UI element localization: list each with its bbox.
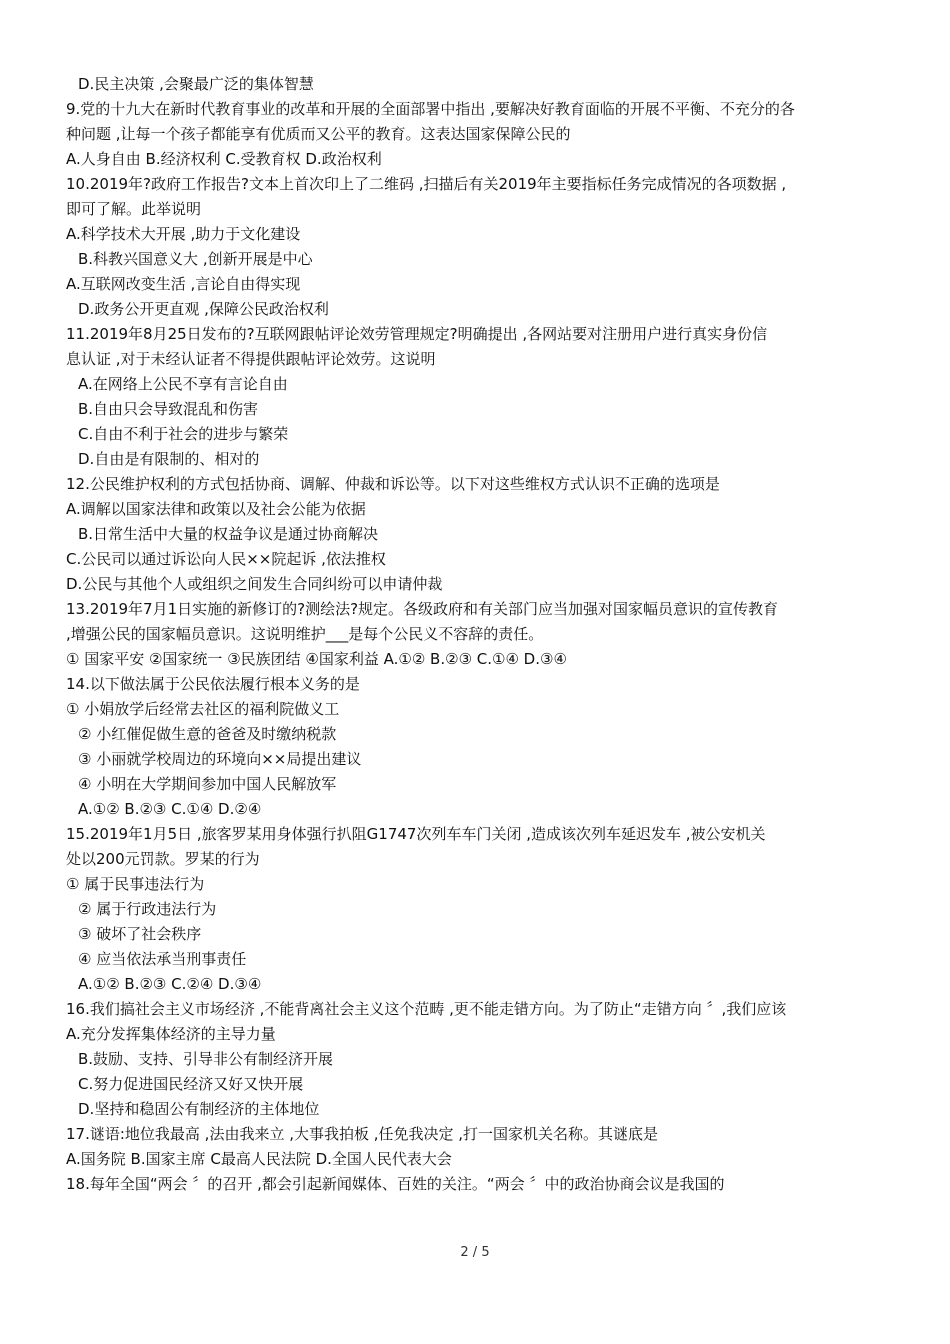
text-line: ④ 小明在大学期间参加中国人民解放军 [78,775,337,793]
text-line: B.鼓励、支持、引导非公有制经济开展 [78,1050,334,1068]
text-line: A.人身自由 B.经济权利 C.受教育权 D.政治权利 [66,150,382,168]
text-line: C.公民司以通过诉讼向人民××院起诉 ,依法推权 [66,550,386,568]
text-line: ② 小红催促做生意的爸爸及时缴纳税款 [78,725,337,743]
text-line: 12.公民维护权利的方式包括协商、调解、仲裁和诉讼等。以下对这些维权方式认识不正确的选项是 [66,475,720,493]
text-line: ① 属于民事违法行为 [66,875,205,893]
text-line: B.自由只会导致混乱和伤害 [78,400,259,418]
text-line: 处以200元罚款。罗某的行为 [66,850,260,868]
text-line: D.政务公开更直观 ,保障公民政治权利 [78,300,329,318]
text-line: A.①② B.②③ C.②④ D.③④ [78,975,262,993]
text-line: ① 小娟放学后经常去社区的福利院做义工 [66,700,340,718]
page-number: 2 / 5 [460,1245,490,1260]
text-line: 息认证 ,对于未经认证者不得提供跟帖评论效劳。这说明 [66,350,436,368]
text-line: A.充分发挥集体经济的主导力量 [66,1025,276,1043]
text-line: D.坚持和稳固公有制经济的主体地位 [78,1100,320,1118]
text-line: A.①② B.②③ C.①④ D.②④ [78,800,262,818]
document-body [66,72,886,1197]
text-line: D.公民与其他个人或组织之间发生合同纠纷可以申请仲裁 [66,575,443,593]
text-line: B.日常生活中大量的权益争议是通过协商解决 [78,525,379,543]
text-line: D.自由是有限制的、相对的 [78,450,260,468]
text-line: ③ 破坏了社会秩序 [78,925,202,943]
text-line: 14.以下做法属于公民依法履行根本义务的是 [66,675,360,693]
text-line: ② 属于行政违法行为 [78,900,217,918]
text-line: ③ 小丽就学校周边的环境向××局提出建议 [78,750,362,768]
text-line: ① 国家平安 ②国家统一 ③民族团结 ④国家利益 A.①② B.②③ C.①④ D.③④ [66,650,567,668]
text-line: 种问题 ,让每一个孩子都能享有优质而又公平的教育。这表达国家保障公民的 [66,125,571,143]
text-line: 16.我们搞社会主义市场经济 ,不能背离社会主义这个范畴 ,更不能走错方向。为了防止“走错方向 〞,我们应该 [66,1000,787,1018]
text-line: A.互联网改变生活 ,言论自由得实现 [66,275,301,293]
text-line: A.调解以国家法律和政策以及社会公能为依据 [66,500,366,518]
text-line: D.民主决策 ,会聚最广泛的集体智慧 [78,75,314,93]
text-line: 9.党的十九大在新时代教育事业的改革和开展的全面部署中指出 ,要解决好教育面临的开展不平衡、不充分的各 [66,100,795,118]
text-line: ,增强公民的国家幅员意识。这说明维护___是每个公民义不容辞的责任。 [66,625,544,643]
text-line: 18.每年全国“两会 〞的召开 ,都会引起新闻媒体、百姓的关注。“两会 〞中的政治协商会议是我国的 [66,1175,725,1193]
text-line: A.国务院 B.国家主席 C最高人民法院 D.全国人民代表大会 [66,1150,452,1168]
text-line: A.在网络上公民不享有言论自由 [78,375,288,393]
text-line: 即可了解。此举说明 [66,200,202,218]
text-line: 17.谜语:地位我最高 ,法由我来立 ,大事我拍板 ,任免我决定 ,打一国家机关名称。其谜底是 [66,1125,659,1143]
text-line: 15.2019年1月5日 ,旅客罗某用身体强行扒阻G1747次列车车门关闭 ,造成该次列车延迟发车 ,被公安机关 [66,825,766,843]
text-line: 13.2019年7月1日实施的新修订的?测绘法?规定。各级政府和有关部门应当加强对国家幅员意识的宣传教育 [66,600,779,618]
text-line: C.努力促进国民经济又好又快开展 [78,1075,304,1093]
text-line: A.科学技术大开展 ,助力于文化建设 [66,225,301,243]
text-line: C.自由不利于社会的进步与繁荣 [78,425,289,443]
text-line: 10.2019年?政府工作报告?文本上首次印上了二维码 ,扫描后有关2019年主要指标任务完成情况的各项数据 , [66,175,787,193]
text-line: B.科教兴国意义大 ,创新开展是中心 [78,250,313,268]
text-line: ④ 应当依法承当刑事责任 [78,950,247,968]
text-line: 11.2019年8月25日发布的?互联网跟帖评论效劳管理规定?明确提出 ,各网站要对注册用户进行真实身份信 [66,325,768,343]
